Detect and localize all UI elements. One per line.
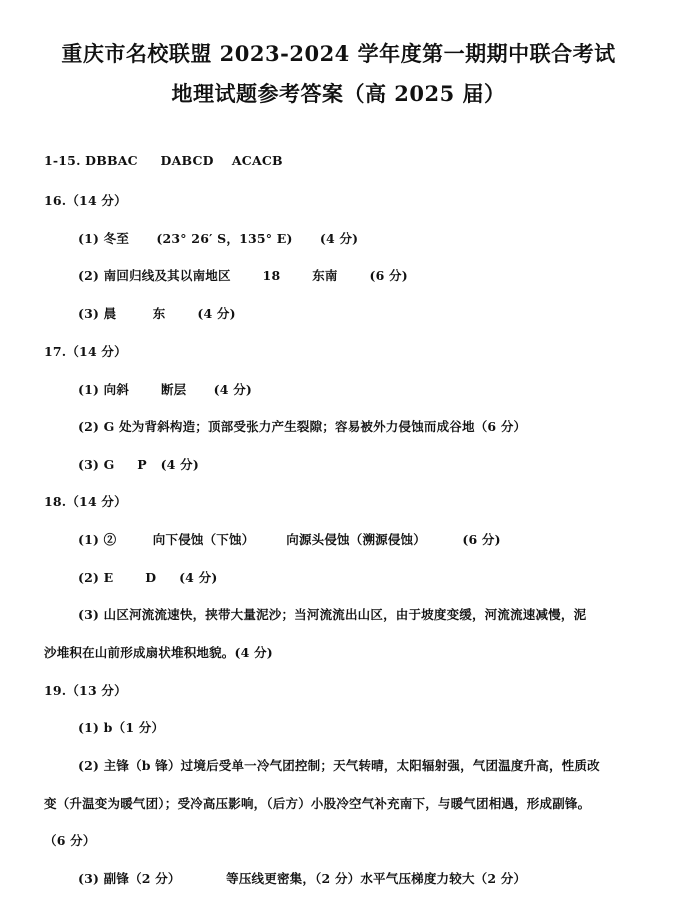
q16-part1: (1) 冬至 (23° 26′ S，135° E) (4 分) [78,231,359,246]
page-title: 重庆市名校联盟 2023-2024 学年度第一期期中联合考试 [61,41,616,66]
q16-heading: 16.（14 分） [44,193,127,208]
q18-part1: (1) ② 向下侵蚀（下蚀） 向源头侵蚀（溯源侵蚀） (6 分) [78,532,501,547]
q16-part2: (2) 南回归线及其以南地区 18 东南 (6 分) [78,268,408,283]
q19-part2: (2) 主锋（b 锋）过境后受单一冷气团控制；天气转晴，太阳辐射强，气团温度升高，性质改 [78,758,600,773]
answer-mc: 1-15. DBBAC DABCD ACACB [44,153,283,168]
q19-part3: (3) 副锋（2 分） 等压线更密集，（2 分）水平气压梯度力较大（2 分） [78,871,527,886]
page-subtitle: 地理试题参考答案（高 2025 届） [171,81,506,106]
q17-part2: (2) G 处为背斜构造；顶部受张力产生裂隙；容易被外力侵蚀而成谷地（6 分） [78,419,527,434]
q18-part2: (2) E D (4 分) [78,570,218,585]
q17-part1: (1) 向斜 断层 (4 分) [78,382,253,397]
q19-part1: (1) b（1 分） [78,720,165,735]
q17-part3: (3) G P (4 分) [78,457,199,472]
q18-part3: (3) 山区河流流速快，挟带大量泥沙；当河流流出山区，由于坡度变缓，河流流速减慢，泥 [78,607,587,622]
q19-part2-score: （6 分） [44,833,96,848]
q18-part3-cont: 沙堆积在山前形成扇状堆积地貌。(4 分) [44,645,273,660]
q19-heading: 19.（13 分） [44,683,127,698]
q16-part3: (3) 晨 东 (4 分) [78,306,236,321]
q17-heading: 17.（14 分） [44,344,127,359]
q19-part2-cont: 变（升温变为暖气团）；受冷高压影响，（后方）小股冷空气补充南下，与暖气团相遇，形成副锋。 [44,796,591,811]
q18-heading: 18.（14 分） [44,494,127,509]
